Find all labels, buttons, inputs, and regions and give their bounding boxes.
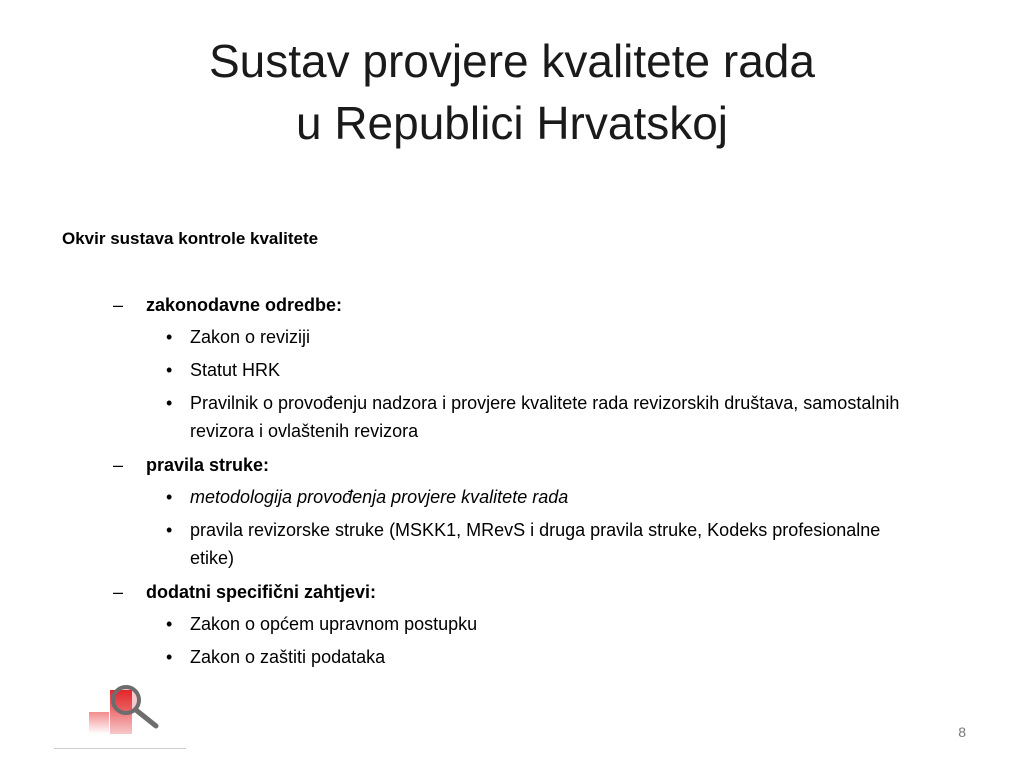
list-item-text: pravila revizorske struke (MSKK1, MRevS i druga pravila struke, Kodeks profesionalne etike) — [190, 520, 881, 568]
list-item-text: Pravilnik o provođenju nadzora i provjere kvalitete rada revizorskih društava, samostalnih revizora i ovlaštenih revizora — [190, 393, 900, 441]
group-label: dodatni specifični zahtjevi: — [146, 582, 377, 602]
list-item — [0, 323, 1024, 351]
group-label: pravila struke: — [146, 455, 270, 475]
group-label: zakonodavne odredbe: — [146, 295, 343, 315]
page-number: 8 — [958, 724, 966, 740]
bullet-marker: • — [166, 614, 173, 634]
footer-divider — [54, 748, 186, 749]
dash-marker: – — [113, 455, 124, 475]
slide-title-line-2: u Republici Hrvatskoj — [295, 97, 729, 149]
magnifier-handle — [136, 710, 156, 726]
list-item — [0, 483, 1024, 511]
slide-title-line-1: Sustav provjere kvalitete rada — [209, 35, 815, 87]
list-item — [0, 516, 1024, 572]
list-item — [0, 643, 1024, 671]
list-item-text: Zakon o općem upravnom postupku — [190, 614, 478, 634]
list-item — [0, 389, 1024, 445]
slide-title — [0, 30, 1024, 154]
group-profession-rules — [0, 450, 1024, 572]
dash-marker: – — [113, 582, 124, 602]
group-legislation — [0, 290, 1024, 445]
magnifier-logo-icon — [86, 680, 166, 740]
bullet-marker: • — [166, 393, 173, 413]
logo-block-small — [89, 712, 109, 734]
bullet-marker: • — [166, 487, 173, 507]
list-item-text: Zakon o zaštiti podataka — [190, 647, 386, 667]
group-specific-requirements — [0, 577, 1024, 671]
list-item-text: Statut HRK — [190, 360, 281, 380]
bullet-marker: • — [166, 360, 173, 380]
bullet-marker: • — [166, 647, 173, 667]
list-item — [0, 356, 1024, 384]
bullet-marker: • — [166, 327, 173, 347]
list-item — [0, 610, 1024, 638]
bullet-marker: • — [166, 520, 173, 540]
content-list — [0, 290, 1024, 676]
section-heading: Okvir sustava kontrole kvalitete — [62, 229, 319, 248]
dash-marker: – — [113, 295, 124, 315]
list-item-text: metodologija provođenja provjere kvalitete rada — [190, 487, 569, 507]
list-item-text: Zakon o reviziji — [190, 327, 311, 347]
